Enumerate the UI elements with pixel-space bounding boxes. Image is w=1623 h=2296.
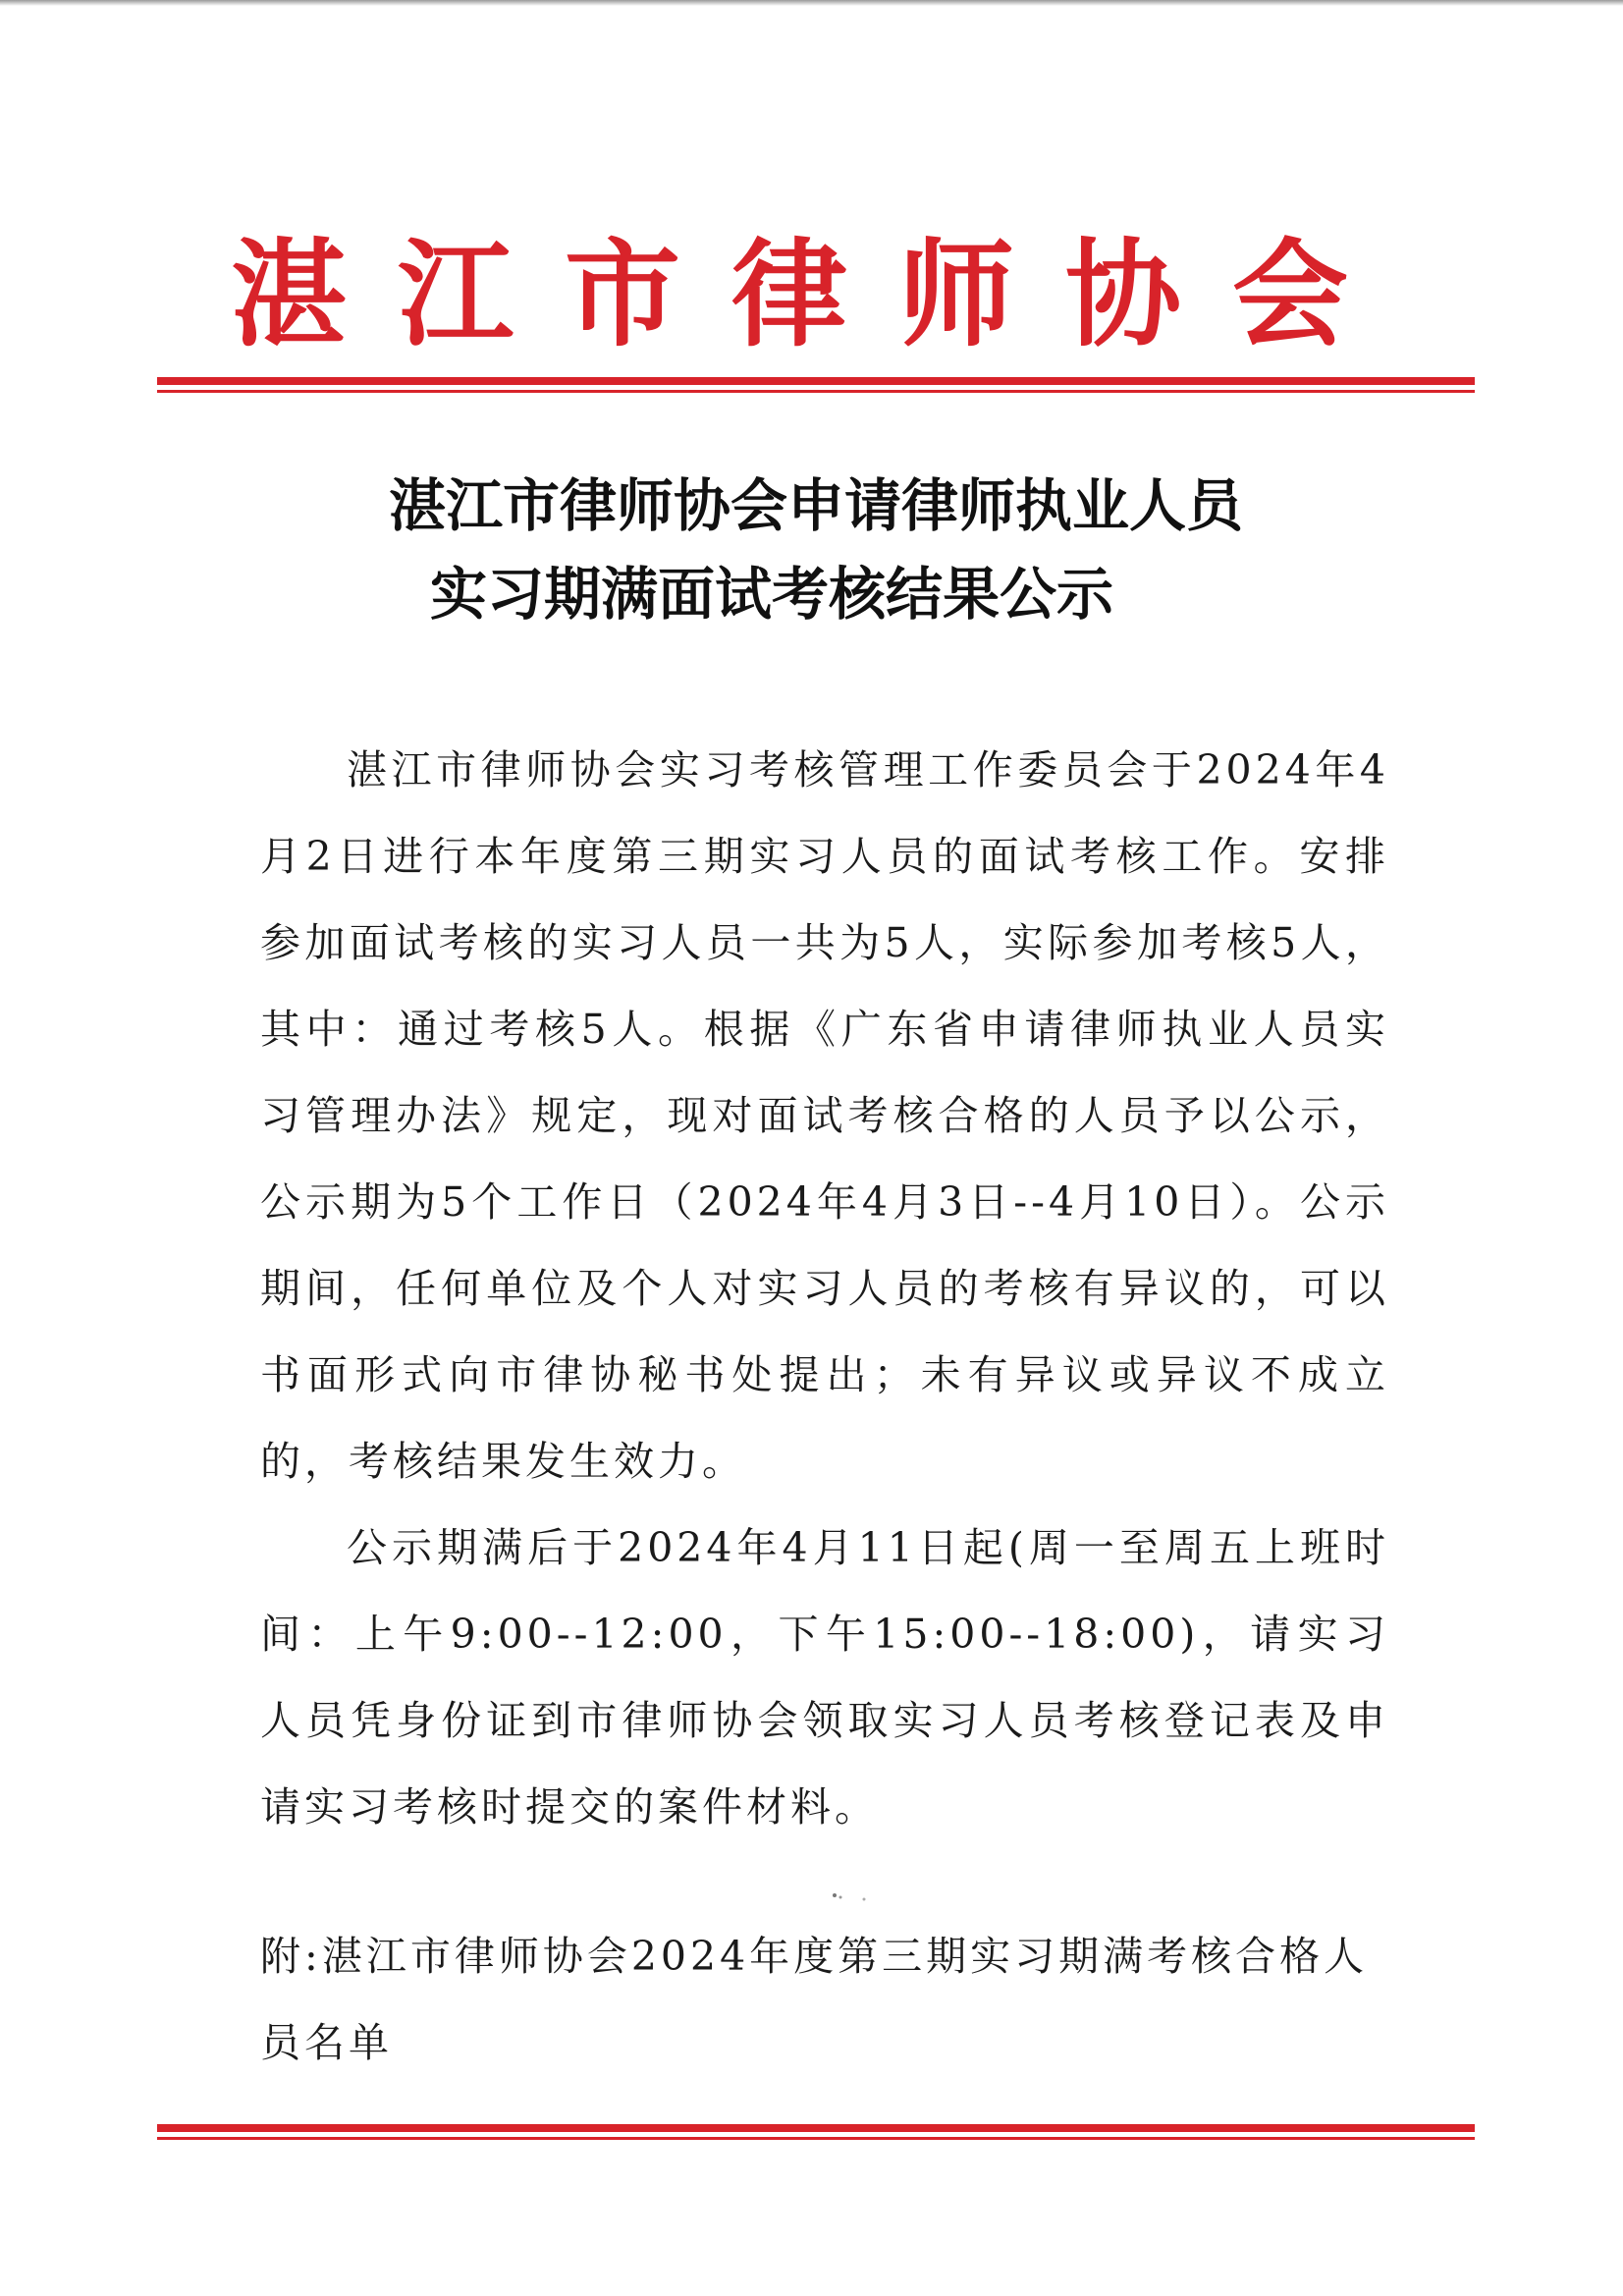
- scan-edge: [0, 0, 1623, 6]
- body-paragraph-1: 湛江市律师协会实习考核管理工作委员会于2024年4月2日进行本年度第三期实习人员的面试考核工作。安排参加面试考核的实习人员一共为5人，实际参加考核5人，其中：通过考核5人。根据《广东省申请律师执业人员实习管理办法》规定，现对面试考核合格的人员予以公示，公示期为5个工作日（2024年4月3日--4月10日）。公示期间，任何单位及个人对实习人员的考核有异议的，可以书面形式向市律协秘书处提出；未有异议或异议不成立的，考核结果发生效力。: [260, 746, 1389, 1485]
- document-title: [157, 462, 1475, 638]
- attachment-note: 附:湛江市律师协会2024年度第三期实习期满考核合格人员名单: [260, 1933, 1369, 2066]
- document-body: [260, 727, 1389, 1850]
- document-title-line-1: 湛江市律师协会申请律师执业人员: [388, 472, 1243, 539]
- masthead-title: 湛江市律师协会: [230, 227, 1399, 362]
- footer-thin-line: [157, 2137, 1475, 2140]
- body-paragraph-2: 公示期满后于2024年4月11日起(周一至周五上班时间：上午9:00--12:00，下午15:00--18:00)，请实习人员凭身份证到市律师协会领取实习人员考核登记表及申请实习考核时提交的案件材料。: [260, 1524, 1389, 1831]
- divider-thin-line: [157, 390, 1475, 393]
- divider-thick-line: [157, 377, 1475, 385]
- document-title-line-2: 实习期满面试考核结果公示: [429, 561, 1113, 628]
- masthead-divider: [157, 377, 1475, 393]
- scan-speck-mark: [825, 1886, 884, 1905]
- footer-thick-line: [157, 2124, 1475, 2132]
- footer-divider: [157, 2124, 1475, 2140]
